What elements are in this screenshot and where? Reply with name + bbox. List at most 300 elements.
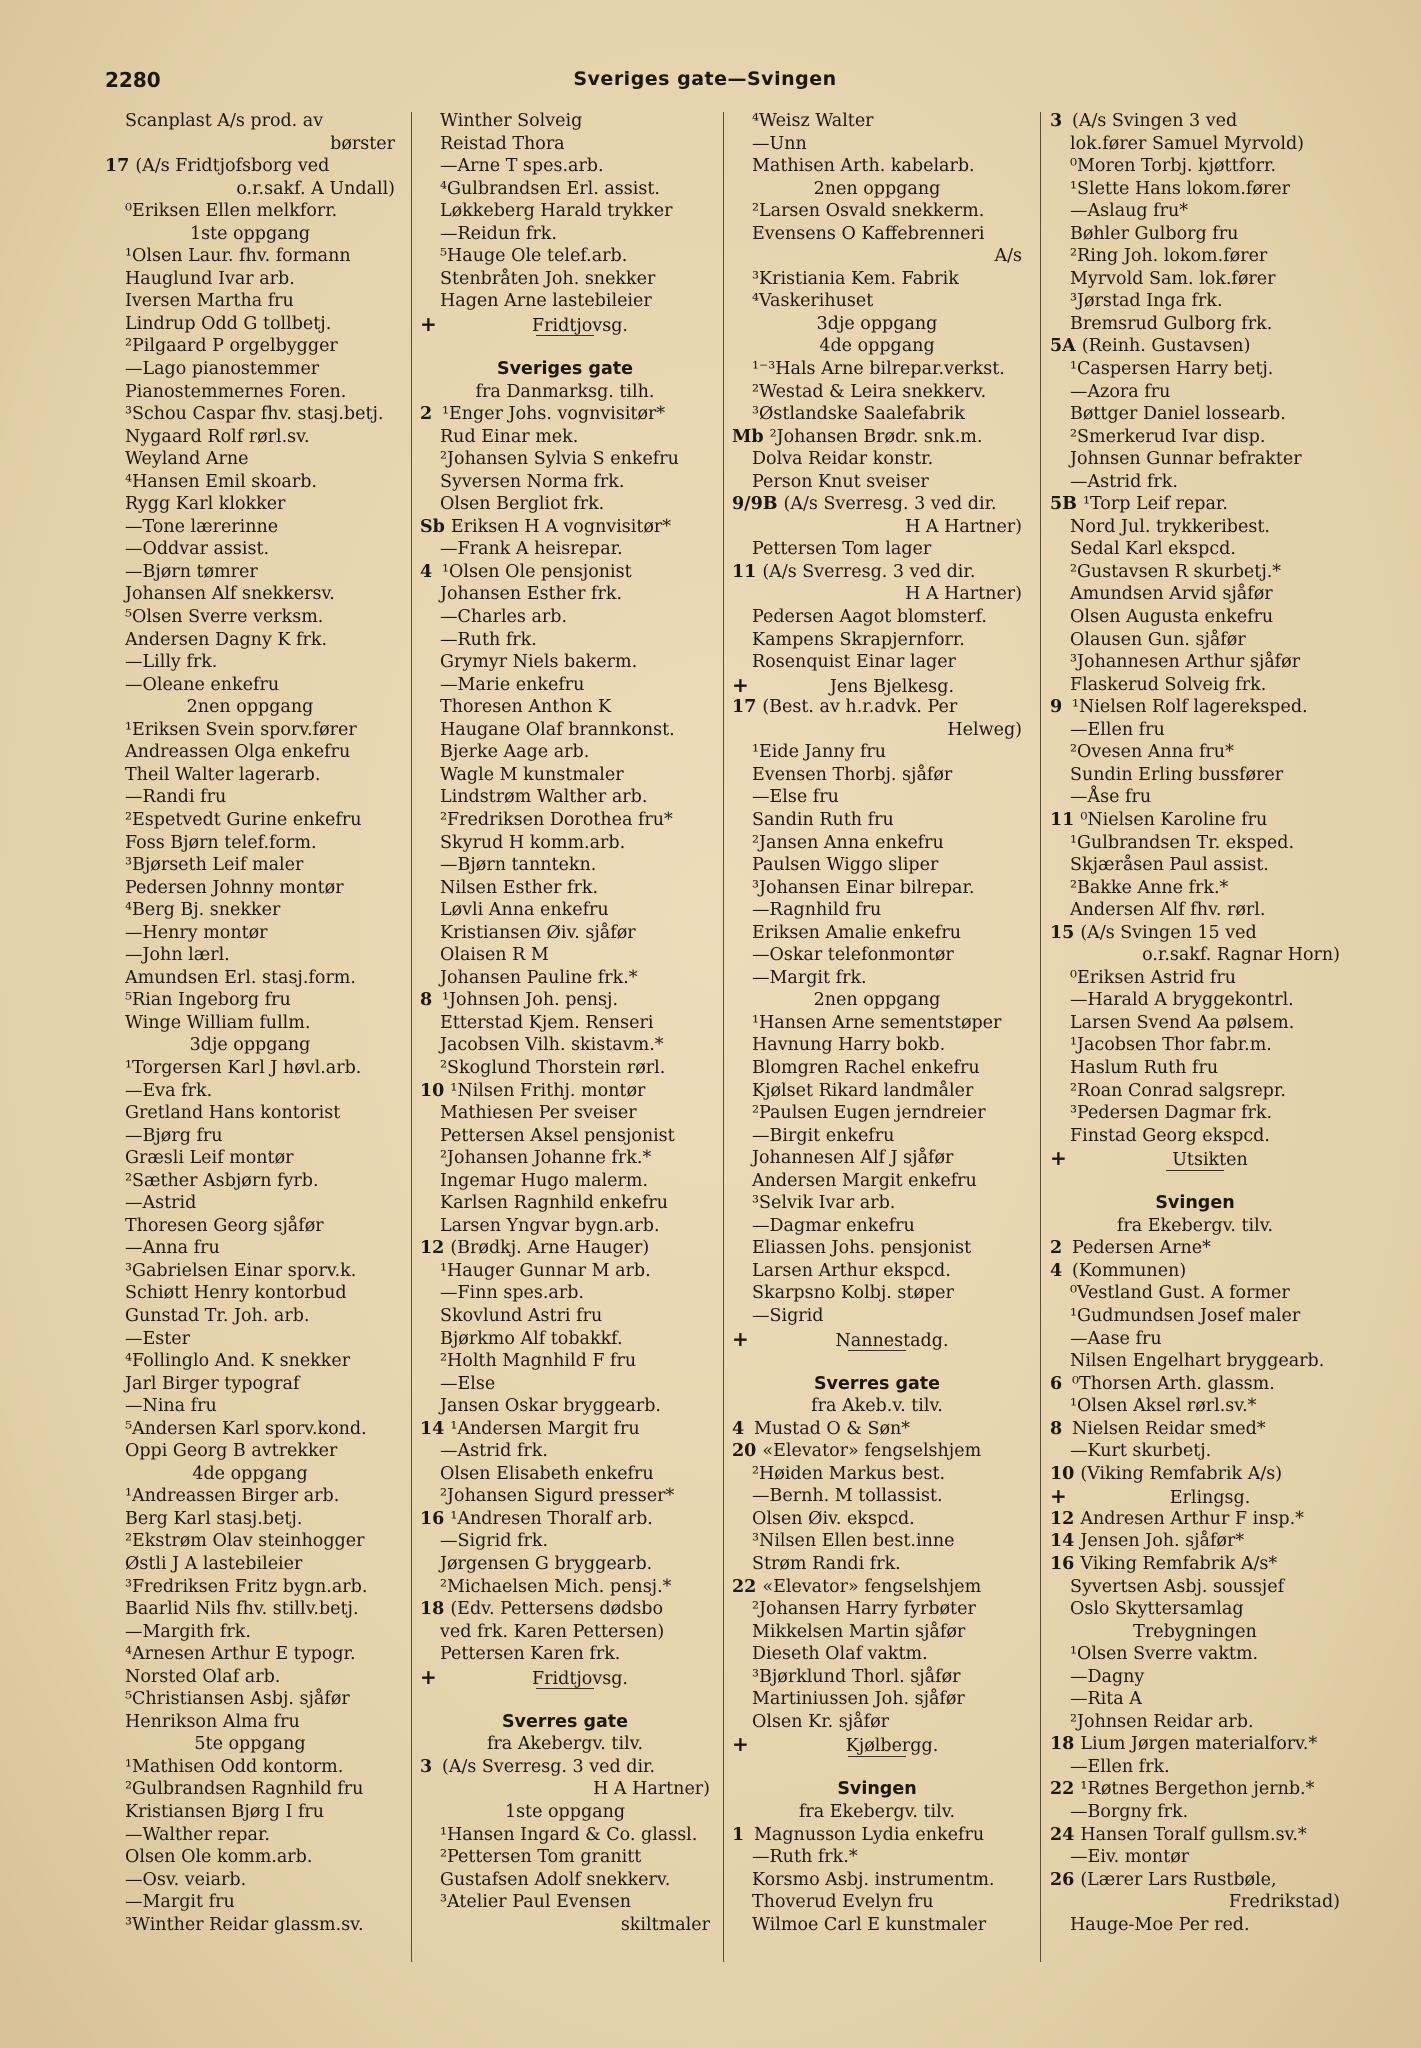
entry-line (732, 223, 1022, 246)
entry-text: (A/s Sverresg. 3 ved dir. (762, 561, 976, 582)
entry-text: —Unn (752, 133, 807, 154)
entry-line (105, 1305, 395, 1328)
entry-text: —Aase fru (1070, 1328, 1162, 1349)
entry-line (105, 313, 395, 336)
entry-text: Pianostemmernes Foren. (125, 381, 347, 402)
house-number: 2 (1050, 1238, 1063, 1259)
entry-text: Rud Einar mek. (440, 426, 579, 447)
entry-text: Kjølset Rikard landmåler (752, 1080, 974, 1101)
entry-text: Pettersen Karen frk. (440, 1644, 621, 1665)
continuation-line (1050, 944, 1340, 967)
entry-text: ¹Jacobsen Thor fabr.m. (1070, 1035, 1272, 1056)
entry-text: skiltmaler (620, 1914, 710, 1935)
entry-text: Larsen Svend Aa pølsem. (1070, 1012, 1295, 1033)
entry-text: ²Bakke Anne frk.* (1070, 877, 1229, 898)
entry-text: Johansen Esther frk. (440, 584, 623, 605)
entry-text: Kampens Skrapjernforr. (752, 629, 965, 650)
entry-text: Bremsrud Gulborg frk. (1070, 313, 1273, 334)
entry-text: ²Skoglund Thorstein rørl. (440, 1057, 666, 1078)
entry-text: —Reidun frk. (440, 223, 557, 244)
entry-text: ⁴Arnesen Arthur E typogr. (125, 1644, 356, 1665)
entry-text: ³Johansen Einar bilrepar. (752, 877, 975, 898)
entry-line (732, 1034, 1022, 1057)
entry-text: —Astrid (125, 1193, 197, 1214)
entry-text: Haslum Ruth fru (1070, 1057, 1219, 1078)
entry-line (1050, 1350, 1340, 1373)
entry-line (732, 854, 1022, 877)
entry-text: ⁴Hansen Emil skoarb. (125, 471, 317, 492)
entry-line (420, 583, 710, 606)
cross-street-name: Fridtjovsg. (532, 315, 628, 336)
entry-text: —Tone lærerinne (125, 516, 279, 537)
house-number: 17 (732, 697, 757, 718)
entry-line (732, 1688, 1022, 1711)
entry-text: —Oddvar assist. (125, 539, 270, 560)
entry-text: Skyrud H komm.arb. (440, 832, 626, 853)
entry-line (420, 696, 710, 719)
entry-text: Wilmoe Carl E kunstmaler (752, 1914, 987, 1935)
entry-line (1050, 1034, 1340, 1057)
entry-line (105, 1711, 395, 1734)
entry-text: —Dagmar enkefru (752, 1215, 915, 1236)
entry-text: ⁴Gulbrandsen Erl. assist. (440, 178, 660, 199)
street-heading (420, 358, 710, 381)
entry-text: Nilsen Esther frk. (440, 877, 599, 898)
entry-text: ³Kristiania Kem. Fabrik (752, 268, 959, 289)
continuation-line (105, 178, 395, 201)
entry-text: ²Smerkerud Ivar disp. (1070, 426, 1266, 447)
house-number: 16 (1050, 1554, 1075, 1574)
entry-line (105, 268, 395, 291)
entry-line (420, 719, 710, 742)
subheading (420, 381, 710, 404)
entry-text: Andersen Alf fhv. rørl. (1070, 900, 1266, 921)
subheading (732, 313, 1022, 336)
entry-line (1050, 967, 1340, 990)
entry-line (732, 1508, 1022, 1531)
entry-line (1050, 809, 1340, 832)
entry-text: —Margit frk. (752, 967, 867, 988)
entry-text: Hansen Toralf gullsm.sv.* (1080, 1824, 1307, 1845)
entry-line (1050, 335, 1340, 358)
house-number: 10 (1050, 1463, 1075, 1484)
entry-text: ¹Hansen Ingard & Co. glassl. (440, 1824, 698, 1845)
entry-text: (A/s Fridtjofsborg ved (135, 156, 330, 177)
entry-line (1050, 674, 1340, 697)
entry-text: Skarpsno Kolbj. støper (752, 1283, 954, 1304)
entry-text: (Reinh. Gustavsen) (1081, 336, 1251, 357)
entry-text: Kristiansen Øiv. sjåfør (440, 922, 636, 943)
entry-line (732, 696, 1022, 719)
house-number: 14 (420, 1418, 445, 1439)
entry-text: ⁰Eriksen Ellen melkforr. (125, 201, 338, 222)
entry-line (420, 899, 710, 922)
entry-text: Bøttger Daniel lossearb. (1070, 404, 1286, 425)
entry-line (420, 1395, 710, 1418)
house-number: 3 (1050, 111, 1063, 131)
entry-text: ¹Andersen Margit fru (450, 1418, 640, 1439)
subheading (1050, 1621, 1340, 1644)
entry-line (732, 877, 1022, 900)
entry-line (420, 764, 710, 787)
entry-line (420, 1530, 710, 1553)
entry-text: ²Larsen Osvald snekkerm. (752, 201, 985, 222)
entry-text: Etterstad Kjem. Renseri (440, 1012, 654, 1033)
entry-line (105, 403, 395, 426)
continuation-line (732, 516, 1022, 539)
entry-text: Theil Walter lagerarb. (125, 764, 321, 785)
entry-text: Larsen Arthur ekspcd. (752, 1260, 951, 1281)
entry-text: (Kommunen) (1072, 1260, 1187, 1281)
entry-text: ²Johansen Sigurd presser* (440, 1486, 675, 1507)
entry-text: (A/s Svingen 3 ved (1072, 111, 1238, 131)
house-number: 5B (1050, 494, 1077, 515)
entry-line (420, 538, 710, 561)
entry-line (1050, 1778, 1340, 1801)
entry-line (732, 290, 1022, 313)
entry-text: Olausen Gun. sjåfør (1070, 629, 1246, 650)
entry-text: Johannesen Alf J sjåfør (752, 1148, 954, 1169)
house-number: 26 (1050, 1869, 1075, 1890)
house-number: 4 (732, 1418, 745, 1439)
entry-text: Svingen (1155, 1193, 1235, 1214)
entry-line (1050, 764, 1340, 787)
entry-line (420, 200, 710, 223)
entry-text: H A Hartner) (905, 584, 1022, 605)
entry-line (1050, 155, 1340, 178)
entry-text: Eriksen Amalie enkefru (752, 922, 961, 943)
entry-text: ²Johansen Johanne frk.* (440, 1148, 652, 1169)
house-number: 24 (1050, 1824, 1075, 1845)
entry-text: Syversen Norma frk. (440, 471, 625, 492)
entry-text: —Bernh. M tollassist. (752, 1486, 943, 1507)
section-divider (420, 335, 710, 358)
entry-text: Magnusson Lydia enkefru (754, 1824, 985, 1845)
entry-text: lok.fører Samuel Myrvold) (1070, 133, 1304, 154)
entry-text: ¹Andresen Thoralf arb. (450, 1508, 653, 1529)
entry-line (105, 1057, 395, 1080)
entry-text: Amundsen Erl. stasj.form. (125, 967, 356, 988)
entry-line (105, 764, 395, 787)
entry-line (732, 809, 1022, 832)
entry-line (105, 674, 395, 697)
entry-line (732, 471, 1022, 494)
cross-street-marker: + (732, 672, 749, 697)
entry-line (732, 133, 1022, 156)
entry-line (732, 832, 1022, 855)
entry-line (420, 403, 710, 426)
entry-line (1050, 403, 1340, 426)
entry-text: Nord Jul. trykkeribest. (1070, 516, 1270, 537)
entry-text: ¹Gudmundsen Josef maler (1070, 1305, 1301, 1326)
entry-text: Person Knut sveiser (752, 471, 929, 492)
entry-text: Stenbråten Joh. snekker (440, 268, 656, 289)
entry-line (732, 1485, 1022, 1508)
entry-line (420, 922, 710, 945)
entry-line (1050, 1530, 1340, 1553)
entry-line (105, 1080, 395, 1103)
entry-line (420, 1282, 710, 1305)
entry-line (105, 1282, 395, 1305)
entry-text: —Marie enkefru (440, 674, 585, 695)
entry-text: —Ellen fru (1070, 719, 1165, 740)
entry-text: ²Gustavsen R skurbetj.* (1070, 561, 1282, 582)
subheading (105, 696, 395, 719)
subheading (732, 178, 1022, 201)
entry-text: Jarl Birger typograf (125, 1373, 300, 1394)
entry-line (1050, 1801, 1340, 1824)
cross-street-marker: + (420, 311, 437, 336)
entry-line (732, 1576, 1022, 1599)
entry-text: Thoresen Georg sjåfør (125, 1215, 324, 1236)
entry-text: —Azora fru (1070, 381, 1171, 402)
entry-text: Hauge-Moe Per red. (1070, 1914, 1250, 1935)
entry-text: ³Pedersen Dagmar frk. (1070, 1103, 1273, 1124)
entry-text: Paulsen Wiggo sliper (752, 855, 939, 876)
entry-line (1050, 268, 1340, 291)
entry-text: (A/s Sverresg. 3 ved dir. (783, 494, 997, 515)
entry-text: ⁵Rian Ingeborg fru (125, 990, 291, 1011)
entry-line (732, 899, 1022, 922)
entry-text: —Borgny frk. (1070, 1802, 1189, 1823)
entry-line (1050, 1508, 1340, 1531)
entry-line (732, 764, 1022, 787)
entry-line (105, 1147, 395, 1170)
cross-street-line (1050, 1485, 1340, 1508)
entry-line (105, 448, 395, 471)
entry-text: ¹Eide Janny fru (752, 742, 887, 763)
entry-line (1050, 1373, 1340, 1396)
entry-line (420, 1891, 710, 1914)
entry-text: ³Fredriksen Fritz bygn.arb. (125, 1576, 368, 1597)
entry-text: Baarlid Nils fhv. stillv.betj. (125, 1599, 359, 1620)
entry-line (1050, 313, 1340, 336)
entry-text: Olsen Bergliot frk. (440, 494, 605, 515)
entry-text: Myrvold Sam. lok.fører (1070, 268, 1276, 289)
house-number: 14 (1050, 1531, 1075, 1552)
column-1 (105, 110, 395, 1936)
entry-text: ¹Johnsen Joh. pensj. (442, 990, 619, 1011)
entry-text: Bjerke Aage arb. (440, 742, 590, 763)
entry-text: Dolva Reidar konstr. (752, 449, 934, 470)
entry-text: Johnsen Gunnar befrakter (1070, 449, 1302, 470)
continuation-line (732, 245, 1022, 268)
cross-street-line (732, 1328, 1022, 1351)
entry-line (1050, 1237, 1340, 1260)
column-4 (1050, 110, 1340, 1936)
entry-line (732, 1621, 1022, 1644)
entry-line (420, 854, 710, 877)
entry-text: —Kurt skurbetj. (1070, 1441, 1212, 1462)
entry-text: Olsen Augusta enkefru (1070, 607, 1274, 628)
entry-text: Eriksen H A vognvisitør* (450, 516, 672, 537)
entry-text: Fredrikstad) (1228, 1892, 1340, 1913)
entry-line (105, 1192, 395, 1215)
entry-line (1050, 1305, 1340, 1328)
entry-text: Martiniussen Joh. sjåfør (752, 1689, 965, 1710)
entry-line (420, 1080, 710, 1103)
entry-text: Bøhler Gulborg fru (1070, 223, 1239, 244)
entry-text: (Edv. Pettersens dødsbo (450, 1599, 664, 1620)
entry-text: Johansen Alf snekkersv. (125, 584, 335, 605)
entry-line (1050, 1576, 1340, 1599)
column-divider (1040, 112, 1041, 1962)
entry-line (420, 448, 710, 471)
entry-text: Jacobsen Vilh. skistavm.* (440, 1035, 664, 1056)
entry-line (1050, 1756, 1340, 1779)
house-number: 3 (420, 1756, 433, 1777)
entry-text: (Lærer Lars Rustbøle, (1080, 1869, 1277, 1890)
cross-street-line (732, 1733, 1022, 1756)
house-number: 10 (420, 1080, 445, 1101)
entry-line (420, 629, 710, 652)
entry-text: Thoverud Evelyn fru (752, 1892, 934, 1913)
entry-text: ³Winther Reidar glassm.sv. (125, 1914, 364, 1935)
entry-line (1050, 741, 1340, 764)
entry-text: ³Atelier Paul Evensen (440, 1892, 631, 1913)
entry-text: Larsen Yngvar bygn.arb. (440, 1215, 660, 1236)
entry-line (105, 1170, 395, 1193)
entry-text: ⁵Olsen Sverre verksm. (125, 607, 324, 628)
entry-line (105, 629, 395, 652)
entry-text: ²Johansen Harry fyrbøter (752, 1599, 976, 1620)
entry-line (420, 1485, 710, 1508)
entry-text: ³Bjørseth Leif maler (125, 855, 304, 876)
entry-line (1050, 1463, 1340, 1486)
cross-street-line (732, 674, 1022, 697)
entry-text: ²Holth Magnhild F fru (440, 1351, 637, 1372)
entry-text: —Randi fru (125, 787, 227, 808)
entry-text: 1ste oppgang (189, 223, 311, 244)
entry-text: Gustafsen Adolf snekkerv. (440, 1869, 671, 1890)
entry-text: ¹Caspersen Harry betj. (1070, 359, 1274, 380)
entry-text: —Sigrid frk. (440, 1531, 549, 1552)
entry-text: ⁰Thorsen Arth. glassm. (1072, 1373, 1275, 1394)
entry-text: ¹Nielsen Rolf lagereksped. (1072, 697, 1308, 718)
entry-line (732, 651, 1022, 674)
entry-text: Jørgensen G bryggearb. (440, 1554, 653, 1574)
entry-line (105, 245, 395, 268)
entry-text: Østli J A lastebileier (125, 1554, 303, 1574)
entry-line (105, 155, 395, 178)
house-number: Sb (420, 516, 445, 537)
entry-line (420, 832, 710, 855)
entry-text: Pettersen Aksel pensjonist (440, 1125, 675, 1146)
entry-text: Viking Remfabrik A/s* (1080, 1554, 1278, 1574)
entry-line (420, 944, 710, 967)
entry-line (732, 1282, 1022, 1305)
entry-line (105, 1801, 395, 1824)
entry-line (420, 561, 710, 584)
entry-line (420, 1440, 710, 1463)
entry-line (1050, 516, 1340, 539)
entry-text: —Nina fru (125, 1396, 217, 1417)
entry-line (420, 967, 710, 990)
entry-text: Lium Jørgen materialforv.* (1080, 1734, 1318, 1755)
entry-text: ¹Slette Hans lokom.fører (1070, 178, 1290, 199)
entry-line (1050, 110, 1340, 133)
entry-text: ²Jansen Anna enkefru (752, 832, 944, 853)
section-divider (420, 1688, 710, 1711)
entry-text: Rosenquist Einar lager (752, 652, 956, 673)
entry-line (1050, 899, 1340, 922)
house-number: 12 (420, 1238, 445, 1259)
entry-text: Græsli Leif montør (125, 1148, 294, 1169)
entry-text: —Dagny (1070, 1666, 1145, 1687)
entry-line (105, 1869, 395, 1892)
entry-text: Nygaard Rolf rørl.sv. (125, 426, 310, 447)
entry-line (105, 583, 395, 606)
cross-street-marker: + (732, 1326, 749, 1351)
entry-text: Evensens O Kaffebrenneri (752, 223, 985, 244)
entry-line (420, 606, 710, 629)
entry-text: 5te oppgang (194, 1734, 306, 1755)
entry-text: —Ragnhild fru (752, 900, 882, 921)
entry-text: Hauglund Ivar arb. (125, 268, 295, 289)
house-number: 1 (732, 1824, 745, 1845)
entry-text: Hagen Arne lastebileier (440, 291, 652, 312)
subheading (732, 1801, 1022, 1824)
entry-text: ¹Olsen Laur. fhv. formann (125, 246, 351, 267)
entry-text: Bjørkmo Alf tobakkf. (440, 1328, 623, 1349)
entry-text: Olsen Ole komm.arb. (125, 1847, 313, 1868)
entry-line (732, 1147, 1022, 1170)
page-number: 2280 (105, 68, 161, 92)
entry-text: ¹Olsen Sverre vaktm. (1070, 1644, 1259, 1665)
continuation-line (420, 1914, 710, 1937)
entry-line (105, 1125, 395, 1148)
cross-street-name: Kjølbergg. (845, 1736, 939, 1757)
entry-text: Kristiansen Bjørg I fru (125, 1802, 325, 1823)
entry-line (1050, 1824, 1340, 1847)
entry-line (1050, 1260, 1340, 1283)
cross-street-marker: + (1050, 1484, 1067, 1509)
entry-text: fra Akeb.v. tilv. (811, 1396, 943, 1417)
entry-line (732, 944, 1022, 967)
entry-text: ²Pettersen Tom granitt (440, 1847, 642, 1868)
entry-text: Norsted Olaf arb. (125, 1666, 281, 1687)
entry-line (732, 1440, 1022, 1463)
entry-text: (Best. av h.r.advk. Per (762, 697, 958, 718)
entry-line (420, 1756, 710, 1779)
column-2 (420, 110, 710, 1936)
entry-line (732, 1125, 1022, 1148)
entry-text: ved frk. Karen Pettersen) (440, 1621, 665, 1642)
entry-line (420, 1237, 710, 1260)
entry-line (105, 1485, 395, 1508)
entry-line (732, 741, 1022, 764)
entry-text: —Bjørn tømrer (125, 561, 258, 582)
entry-line (1050, 1102, 1340, 1125)
cross-street-name: Jens Bjelkesg. (829, 676, 955, 697)
subheading (732, 335, 1022, 358)
entry-line (1050, 696, 1340, 719)
house-number: 11 (732, 561, 757, 582)
entry-line (1050, 538, 1340, 561)
entry-line (105, 1530, 395, 1553)
entry-line (1050, 1846, 1340, 1869)
entry-text: (Brødkj. Arne Hauger) (450, 1238, 650, 1259)
entry-text: H A Hartner) (593, 1779, 710, 1800)
column-divider (411, 112, 412, 1962)
entry-text: Schiøtt Henry kontorbud (125, 1283, 347, 1304)
entry-line (105, 1643, 395, 1666)
entry-line (1050, 381, 1340, 404)
entry-text: Iversen Martha fru (125, 291, 294, 312)
entry-line (420, 1643, 710, 1666)
house-number: 12 (1050, 1508, 1075, 1529)
entry-text: —Astrid frk. (1070, 471, 1178, 492)
